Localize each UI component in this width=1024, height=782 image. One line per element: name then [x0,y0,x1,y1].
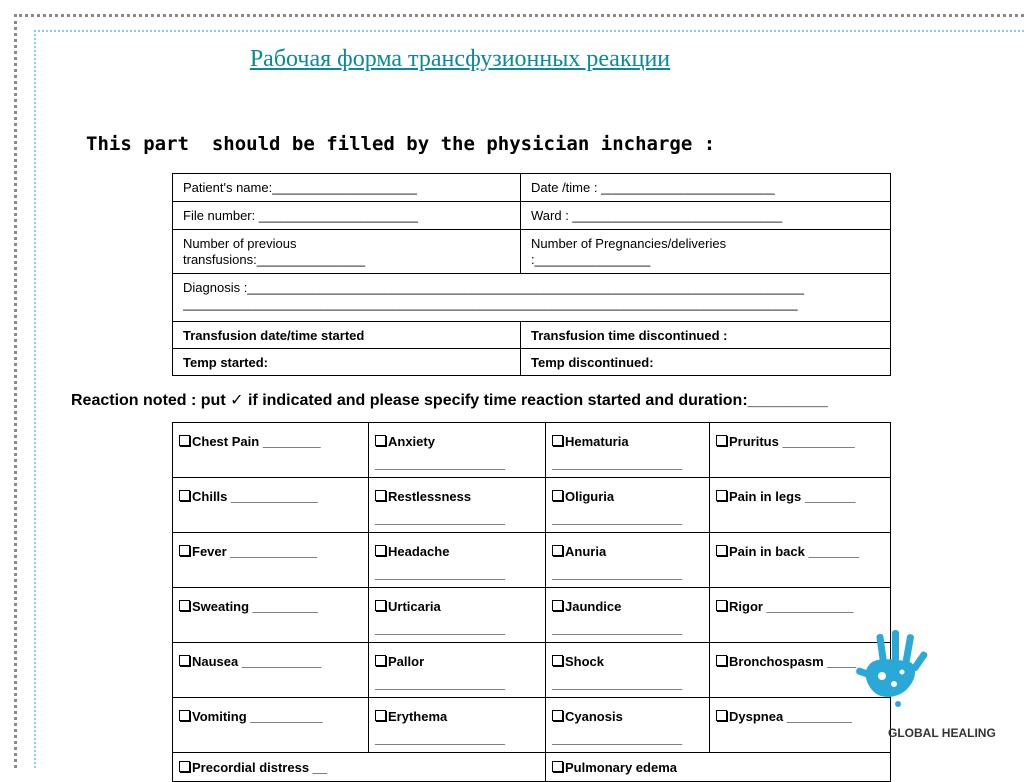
checkbox-icon[interactable] [179,710,190,721]
checkbox-icon[interactable] [375,545,386,556]
symptom-sweating[interactable] [173,588,369,643]
symptom-oliguria[interactable] [546,478,710,533]
reaction-instructions [71,390,828,410]
checkbox-icon[interactable] [179,545,190,556]
blank-line: __________________ [375,731,506,746]
symptom-pain-in-legs[interactable] [710,478,891,533]
symptom-label: Hematuria [565,434,629,449]
symptom-label: Pain in legs _______ [729,489,856,504]
pregnancies-label: Number of Pregnancies/deliveries :________________ [531,236,727,267]
checkbox-icon[interactable] [552,490,563,501]
diagnosis-line-2: _____________________________________________________________________________________ [183,296,798,311]
checkbox-icon[interactable] [552,761,563,772]
symptom-label: Jaundice [565,599,622,614]
checkbox-icon[interactable] [179,435,190,446]
logo-text: GLOBAL HEALING [888,726,996,740]
symptom-headache[interactable] [369,533,546,588]
symptom-pulmonary-edema[interactable] [546,753,891,782]
transfusion-discontinued-field[interactable]: Transfusion time discontinued : [521,322,891,349]
symptom-label: Shock [565,654,605,669]
symptom-label: Chest Pain ________ [192,434,321,449]
symptom-label: Vomiting __________ [192,709,323,724]
symptom-pallor[interactable] [369,643,546,698]
symptom-label: Precordial distress __ [192,760,328,775]
temp-discontinued-field[interactable]: Temp discontinued: [521,349,891,376]
checkbox-icon[interactable] [375,710,386,721]
checkbox-icon[interactable] [716,600,727,611]
symptom-hematuria[interactable] [546,423,710,478]
symptom-chest-pain[interactable] [173,423,369,478]
reaction-suffix: if indicated and please specify time reaction started and duration:_________ [247,392,828,409]
checkbox-icon[interactable] [716,710,727,721]
previous-transfusions-field[interactable] [173,230,521,274]
ward-field[interactable]: Ward : _____________________________ [521,202,891,230]
patient-name-field[interactable]: Patient's name:____________________ [173,174,521,202]
symptom-label: Pallor [388,654,425,669]
temp-started-field[interactable]: Temp started: [173,349,521,376]
symptom-nausea[interactable] [173,643,369,698]
transfusion-started-field[interactable]: Transfusion date/time started [173,322,521,349]
symptom-cyanosis[interactable] [546,698,710,753]
symptom-chills[interactable] [173,478,369,533]
symptom-label: Nausea ___________ [192,654,322,669]
checkbox-icon[interactable] [375,655,386,666]
checkbox-icon[interactable] [375,435,386,446]
symptom-shock[interactable] [546,643,710,698]
symptom-anxiety[interactable] [369,423,546,478]
symptom-label: Erythema [388,709,448,724]
checkbox-icon[interactable] [179,655,190,666]
symptom-label: Pain in back _______ [729,544,860,559]
checkbox-icon[interactable] [179,761,190,772]
symptom-restlessness[interactable] [369,478,546,533]
symptom-jaundice[interactable] [546,588,710,643]
blank-line: __________________ [552,511,683,526]
symptom-vomiting[interactable] [173,698,369,753]
page-subtitle: This part should be filled by the physician incharge : [86,133,716,155]
checkbox-icon[interactable] [179,490,190,501]
symptom-label: Pruritus __________ [729,434,855,449]
checkbox-icon[interactable] [716,490,727,501]
pregnancies-field[interactable] [521,230,891,274]
checkbox-icon[interactable] [716,435,727,446]
symptom-label: Cyanosis [565,709,623,724]
file-number-field[interactable]: File number: ______________________ [173,202,521,230]
checkbox-icon[interactable] [375,600,386,611]
blank-line: __________________ [375,621,506,636]
checkbox-icon[interactable] [552,600,563,611]
blank-line: __________________ [375,456,506,471]
diagnosis-field[interactable] [173,274,891,322]
blank-line: __________________ [552,621,683,636]
symptom-fever[interactable] [173,533,369,588]
checkbox-icon[interactable] [552,710,563,721]
reaction-prefix: Reaction noted : put [71,392,226,409]
blank-line: __________________ [552,456,683,471]
symptom-label: Anuria [565,544,607,559]
symptom-precordial-distress[interactable] [173,753,546,782]
symptom-anuria[interactable] [546,533,710,588]
blank-line: __________________ [375,566,506,581]
symptom-label: Restlessness [388,489,472,504]
symptom-label: Pulmonary edema [565,760,677,775]
symptom-label: Headache [388,544,450,559]
symptom-label: Dyspnea _________ [729,709,852,724]
symptom-pruritus[interactable] [710,423,891,478]
symptoms-table [172,422,891,782]
physician-form-table [172,173,891,376]
blank-line: __________________ [375,676,506,691]
page-title: Рабочая форма трансфузионных реакции [249,46,671,72]
checkbox-icon[interactable] [552,435,563,446]
checkmark-icon: ✓ [230,390,244,409]
checkbox-icon[interactable] [179,600,190,611]
blank-line: __________________ [552,731,683,746]
diagnosis-line-1: Diagnosis :_____________________________________________________________________________ [183,280,805,295]
symptom-label: Bronchospasm ____ [729,654,857,669]
blank-line: __________________ [552,676,683,691]
checkbox-icon[interactable] [552,545,563,556]
symptom-label: Anxiety [388,434,435,449]
symptom-erythema[interactable] [369,698,546,753]
checkbox-icon[interactable] [716,545,727,556]
symptom-label: Rigor ____________ [729,599,854,614]
symptom-urticaria[interactable] [369,588,546,643]
symptom-label: Oliguria [565,489,615,504]
symptom-pain-in-back[interactable] [710,533,891,588]
symptom-label: Urticaria [388,599,441,614]
hand-logo-icon [852,628,942,708]
symptom-label: Fever ____________ [192,544,318,559]
previous-transfusions-label: Number of previous transfusions:_______________ [183,236,366,267]
checkbox-icon[interactable] [552,655,563,666]
blank-line: __________________ [375,511,506,526]
checkbox-icon[interactable] [716,655,727,666]
symptom-label: Chills ____________ [192,489,318,504]
date-time-field[interactable]: Date /time : ________________________ [521,174,891,202]
symptom-label: Sweating _________ [192,599,318,614]
checkbox-icon[interactable] [375,490,386,501]
blank-line: __________________ [552,566,683,581]
